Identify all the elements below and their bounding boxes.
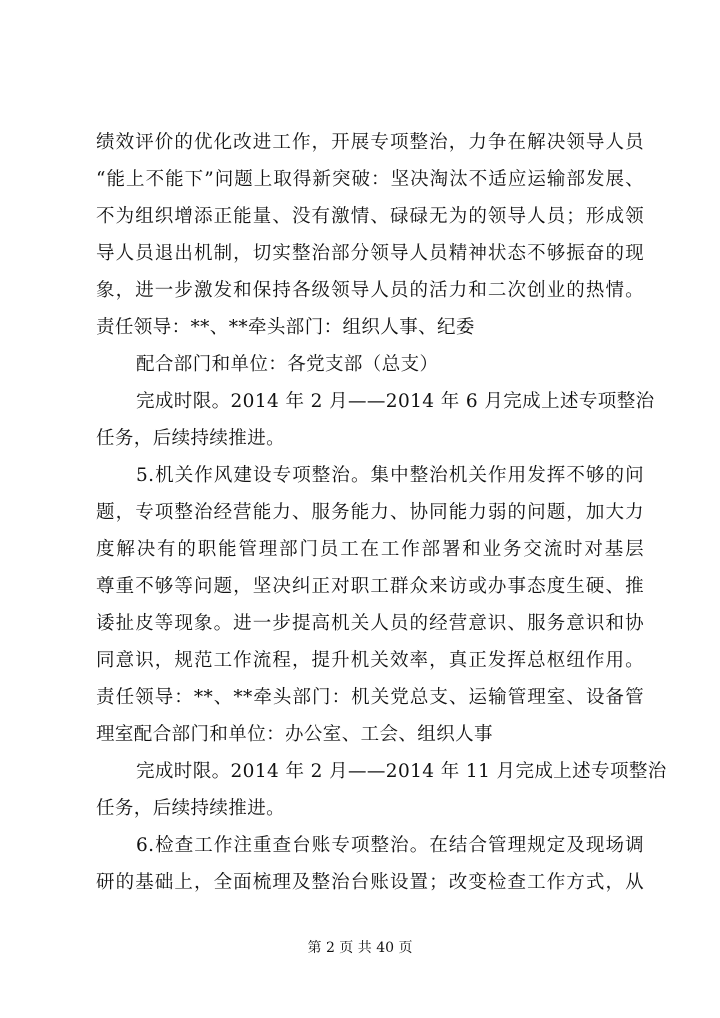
text-line: 完成时限。2014 年 2 月——2014 年 6 月完成上述专项整治	[136, 391, 655, 412]
text-line: 任务，后续持续推进。	[96, 428, 286, 449]
page-footer	[0, 938, 720, 958]
text-line: 责任领导：**、**牵头部门：机关党总支、运输管理室、设备管	[96, 687, 644, 708]
text-line: 5.机关作风建设专项整治。集中整治机关作用发挥不够的问	[136, 465, 644, 486]
document-body	[96, 124, 667, 901]
text-line: 不为组织增添正能量、没有激情、碌碌无为的领导人员；形成领	[96, 206, 644, 227]
text-line: 同意识，规范工作流程，提升机关效率，真正发挥总枢纽作用。	[96, 650, 644, 671]
text-line: 理室配合部门和单位：办公室、工会、组织人事	[96, 724, 493, 745]
text-line: 配合部门和单位：各党支部（总支）	[136, 354, 439, 375]
text-line: 6.检查工作注重查台账专项整治。在结合管理规定及现场调	[136, 835, 644, 856]
text-line: 任务，后续持续推进。	[96, 798, 286, 819]
text-line: 尊重不够等问题，坚决纠正对职工群众来访或办事态度生硬、推	[96, 576, 644, 597]
text-line: 题，专项整治经营能力、服务能力、协同能力弱的问题，加大力	[96, 502, 644, 523]
text-line: 责任领导：**、**牵头部门：组织人事、纪委	[96, 317, 475, 338]
text-line: 象，进一步激发和保持各级领导人员的活力和二次创业的热情。	[96, 280, 644, 301]
text-line: 绩效评价的优化改进工作，开展专项整治，力争在解决领导人员	[96, 132, 644, 153]
text-line: 导人员退出机制，切实整治部分领导人员精神状态不够振奋的现	[96, 243, 644, 264]
text-line: 度解决有的职能管理部门员工在工作部署和业务交流时对基层	[96, 539, 644, 560]
text-line: 研的基础上，全面梳理及整治台账设置；改变检查工作方式，从	[96, 872, 644, 893]
text-line: 诿扯皮等现象。进一步提高机关人员的经营意识、服务意识和协	[96, 613, 644, 634]
text-line: “能上不能下”问题上取得新突破：坚决淘汰不适应运输部发展、	[96, 169, 644, 190]
page-number-label: 第 2 页 共 40 页	[307, 940, 413, 956]
text-line: 完成时限。2014 年 2 月——2014 年 11 月完成上述专项整治	[136, 761, 667, 782]
